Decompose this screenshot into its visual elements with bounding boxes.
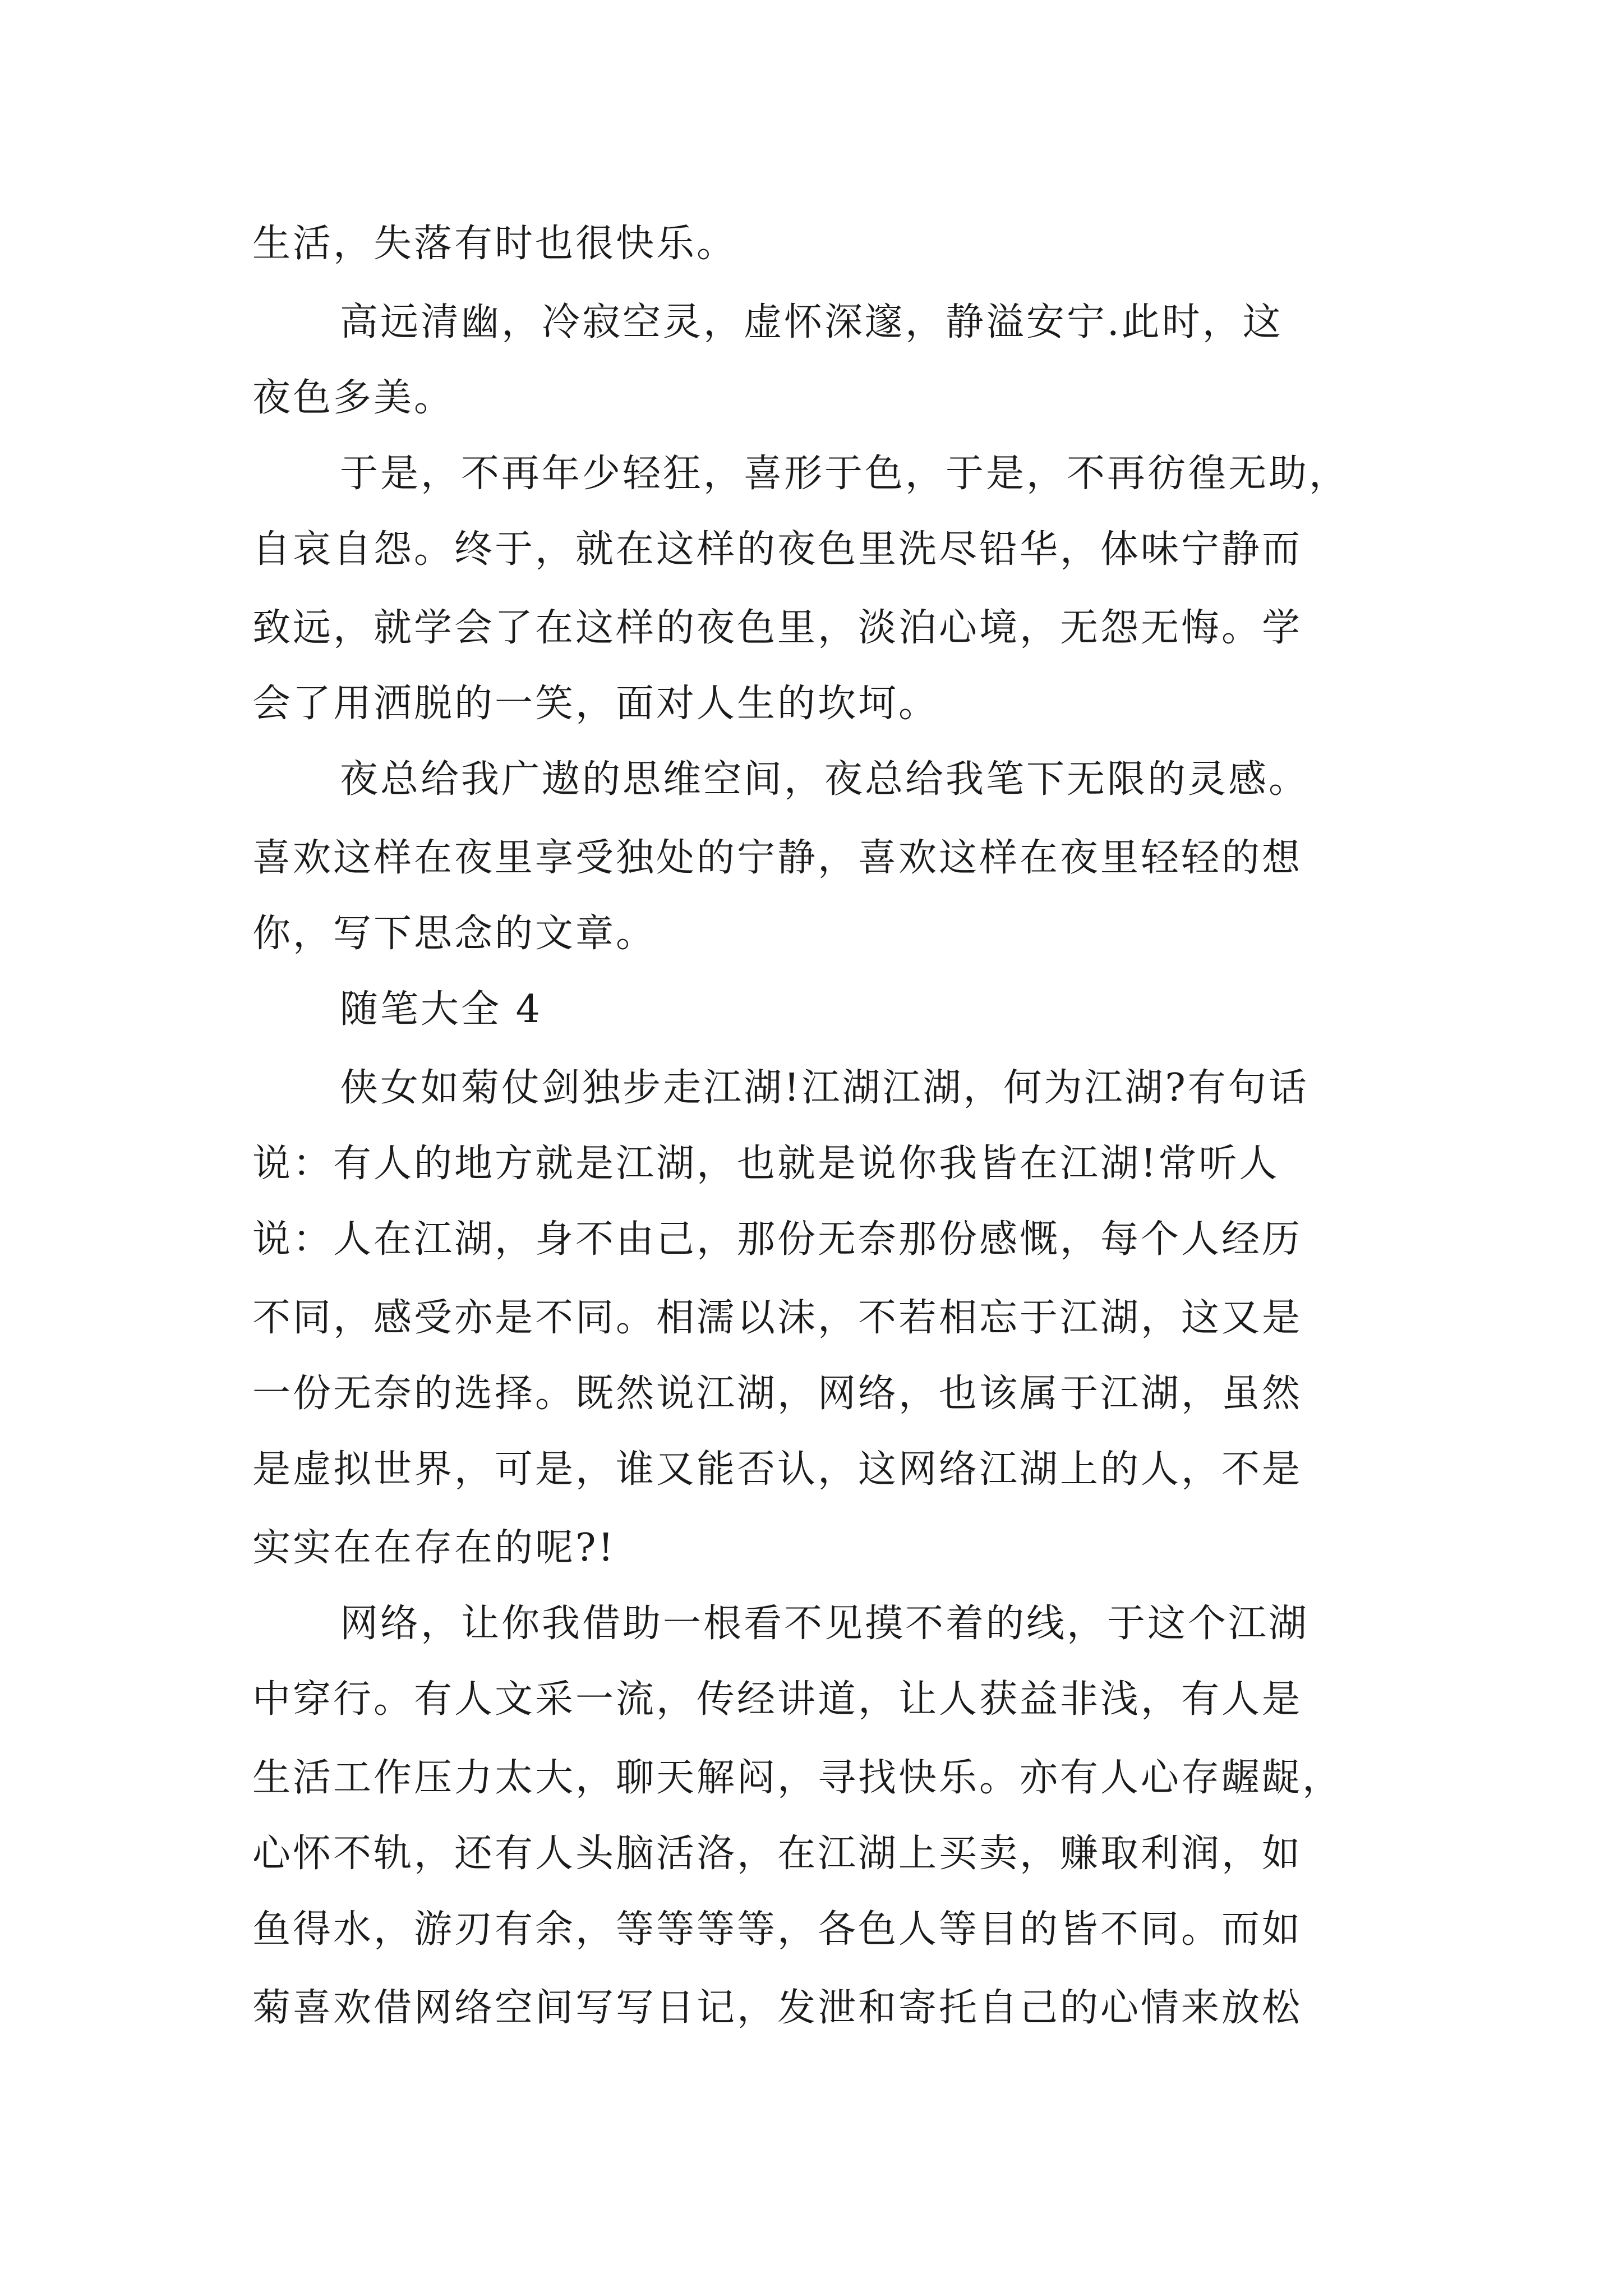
text-line: 自哀自怨。终于，就在这样的夜色里洗尽铅华，体味宁静而	[252, 527, 1303, 572]
text-line: 不同，感受亦是不同。相濡以沫，不若相忘于江湖，这又是	[252, 1296, 1303, 1340]
text-line: 说：有人的地方就是江湖，也就是说你我皆在江湖!常听人	[252, 1142, 1280, 1186]
text-line: 生活，失落有时也很快乐。	[252, 222, 737, 266]
section-heading: 随笔大全 4	[340, 987, 542, 1032]
text-line: 喜欢这样在夜里享受独处的宁静，喜欢这样在夜里轻轻的想	[252, 836, 1303, 880]
text-line: 你，写下思念的文章。	[252, 912, 657, 956]
text-line: 一份无奈的选择。既然说江湖，网络，也该属于江湖，虽然	[252, 1372, 1303, 1416]
text-line: 生活工作压力太大，聊天解闷，寻找快乐。亦有人心存龌龊，	[252, 1756, 1343, 1800]
text-line: 高远清幽，冷寂空灵，虚怀深邃，静溢安宁.此时，这	[340, 300, 1283, 344]
text-line: 网络，让你我借助一根看不见摸不着的线，于这个江湖	[340, 1602, 1310, 1646]
text-line: 致远，就学会了在这样的夜色里，淡泊心境，无怨无悔。学	[252, 606, 1303, 650]
text-line: 侠女如菊仗剑独步走江湖!江湖江湖，何为江湖?有句话	[340, 1066, 1309, 1110]
text-line: 心怀不轨，还有人头脑活洛，在江湖上买卖，赚取利润，如	[252, 1832, 1303, 1876]
text-line: 中穿行。有人文采一流，传经讲道，让人获益非浅，有人是	[252, 1677, 1303, 1722]
text-line: 鱼得水，游刃有余，等等等等，各色人等目的皆不同。而如	[252, 1907, 1303, 1952]
text-line: 菊喜欢借网络空间写写日记，发泄和寄托自己的心情来放松	[252, 1986, 1303, 2030]
text-line: 说：人在江湖，身不由己，那份无奈那份感慨，每个人经历	[252, 1217, 1303, 1262]
text-line: 是虚拟世界，可是，谁又能否认，这网络江湖上的人，不是	[252, 1447, 1303, 1492]
text-line: 会了用洒脱的一笑，面对人生的坎坷。	[252, 682, 939, 726]
text-line: 夜色多美。	[252, 376, 455, 420]
text-line: 夜总给我广遨的思维空间，夜总给我笔下无限的灵感。	[340, 757, 1310, 802]
text-line: 于是，不再年少轻狂，喜形于色，于是，不再彷徨无助，	[340, 452, 1350, 496]
text-line: 实实在在存在的呢?!	[252, 1526, 616, 1570]
